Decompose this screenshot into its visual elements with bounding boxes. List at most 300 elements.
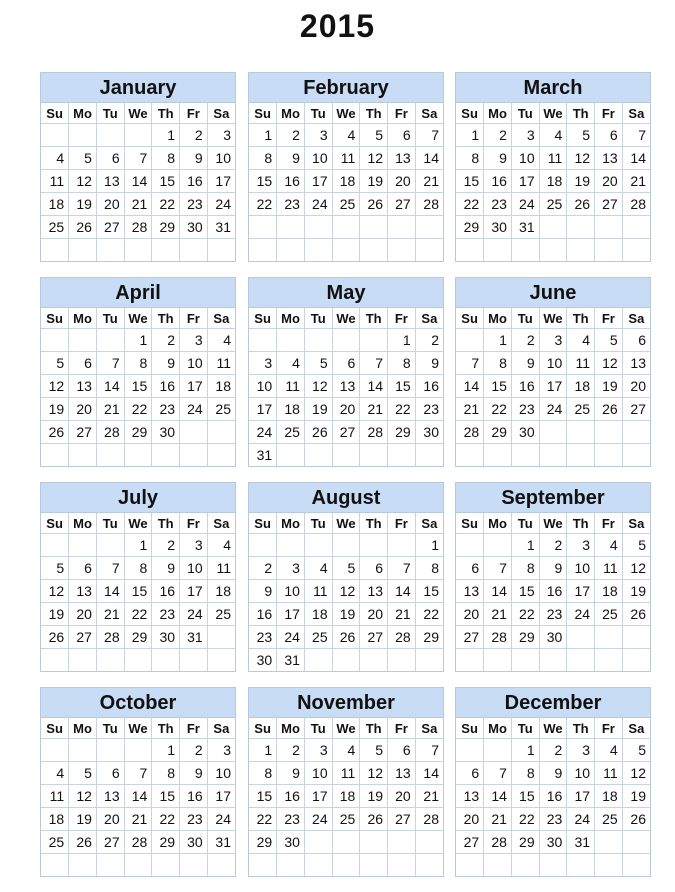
day-number: 17 xyxy=(215,173,231,189)
empty-cell xyxy=(511,444,539,467)
day-number: 17 xyxy=(215,788,231,804)
day-number: 17 xyxy=(256,401,273,417)
day-number: 30 xyxy=(519,424,535,440)
day-cell xyxy=(388,739,416,762)
month-calendar-january xyxy=(40,72,236,262)
empty-cell xyxy=(388,831,416,854)
weekday-label: Mo xyxy=(277,308,305,329)
day-number: 30 xyxy=(284,834,300,850)
day-number: 27 xyxy=(463,834,480,850)
day-cell xyxy=(511,626,539,649)
day-cell xyxy=(41,170,69,193)
day-cell xyxy=(539,831,567,854)
day-number: 22 xyxy=(131,606,148,622)
day-cell xyxy=(539,147,567,170)
day-cell xyxy=(595,147,623,170)
day-number: 9 xyxy=(554,765,563,781)
day-number: 24 xyxy=(574,811,591,827)
day-cell xyxy=(249,626,277,649)
day-number: 5 xyxy=(319,355,328,371)
day-cell xyxy=(69,421,97,444)
empty-cell xyxy=(539,649,567,672)
weekday-label: Su xyxy=(41,103,69,124)
day-cell xyxy=(511,124,539,147)
day-number: 19 xyxy=(76,811,92,827)
day-number: 9 xyxy=(167,560,176,576)
day-number: 16 xyxy=(187,173,203,189)
day-number: 6 xyxy=(84,560,92,576)
weekday-label: We xyxy=(539,103,567,124)
day-cell xyxy=(595,170,623,193)
empty-cell xyxy=(415,649,443,672)
day-number: 14 xyxy=(104,583,120,599)
day-cell xyxy=(180,216,208,239)
day-cell xyxy=(304,352,332,375)
day-number: 27 xyxy=(76,424,92,440)
empty-cell xyxy=(207,421,235,444)
empty-cell xyxy=(180,421,208,444)
day-number: 9 xyxy=(264,583,273,599)
month-title: March xyxy=(456,73,650,103)
day-cell xyxy=(388,124,416,147)
day-cell xyxy=(249,444,277,467)
day-number: 20 xyxy=(602,173,618,189)
day-cell xyxy=(388,329,416,352)
day-number: 3 xyxy=(194,332,203,348)
empty-cell xyxy=(69,444,97,467)
day-number: 1 xyxy=(167,127,176,143)
day-cell xyxy=(484,124,512,147)
day-cell xyxy=(69,762,97,785)
day-cell xyxy=(277,170,305,193)
empty-cell xyxy=(360,216,388,239)
day-number: 15 xyxy=(423,583,439,599)
empty-cell xyxy=(484,854,512,877)
day-cell xyxy=(360,785,388,808)
day-number: 18 xyxy=(312,606,328,622)
day-number: 4 xyxy=(223,332,231,348)
weekday-label: Tu xyxy=(304,718,332,739)
day-cell xyxy=(567,580,595,603)
day-cell xyxy=(249,762,277,785)
week-row xyxy=(456,444,650,467)
empty-cell xyxy=(96,854,124,877)
day-number: 3 xyxy=(526,127,535,143)
month-title: October xyxy=(41,688,235,718)
day-cell xyxy=(152,124,180,147)
empty-cell xyxy=(567,239,595,262)
day-cell xyxy=(360,603,388,626)
day-number: 25 xyxy=(339,811,356,827)
empty-cell xyxy=(180,854,208,877)
week-row xyxy=(41,649,235,672)
month-title: December xyxy=(456,688,650,718)
day-cell xyxy=(622,329,650,352)
weekday-label: Tu xyxy=(96,513,124,534)
day-number: 9 xyxy=(499,150,507,166)
day-cell xyxy=(180,352,208,375)
empty-cell xyxy=(41,329,69,352)
empty-cell xyxy=(304,854,332,877)
day-cell xyxy=(96,421,124,444)
year-title: 2015 xyxy=(299,8,376,44)
day-cell xyxy=(180,626,208,649)
day-cell xyxy=(484,352,512,375)
day-number: 7 xyxy=(111,560,120,576)
day-cell xyxy=(152,147,180,170)
empty-cell xyxy=(622,216,650,239)
day-cell xyxy=(304,580,332,603)
day-cell xyxy=(456,603,484,626)
day-cell xyxy=(124,170,152,193)
day-cell xyxy=(415,785,443,808)
empty-cell xyxy=(249,216,277,239)
day-number: 13 xyxy=(339,378,356,394)
day-cell xyxy=(152,785,180,808)
empty-cell xyxy=(41,739,69,762)
day-number: 6 xyxy=(402,742,411,758)
day-number: 14 xyxy=(423,150,439,166)
empty-cell xyxy=(360,239,388,262)
empty-cell xyxy=(41,239,69,262)
day-cell xyxy=(388,398,416,421)
empty-cell xyxy=(622,239,650,262)
day-cell xyxy=(207,329,235,352)
day-cell xyxy=(595,580,623,603)
empty-cell xyxy=(567,854,595,877)
day-number: 28 xyxy=(131,219,148,235)
empty-cell xyxy=(511,854,539,877)
day-number: 20 xyxy=(630,378,646,394)
day-cell xyxy=(511,785,539,808)
day-cell xyxy=(249,831,277,854)
day-cell xyxy=(124,785,152,808)
day-cell xyxy=(332,626,360,649)
weekday-label: We xyxy=(539,513,567,534)
day-number: 2 xyxy=(292,742,300,758)
day-number: 1 xyxy=(526,537,535,553)
day-number: 6 xyxy=(347,355,356,371)
week-row xyxy=(456,808,650,831)
day-number: 12 xyxy=(76,173,92,189)
day-cell xyxy=(304,147,332,170)
day-number: 29 xyxy=(131,629,148,645)
weekday-label: We xyxy=(332,103,360,124)
empty-cell xyxy=(332,239,360,262)
day-number: 12 xyxy=(630,560,646,576)
day-number: 19 xyxy=(630,583,646,599)
weekday-header-row xyxy=(456,513,650,534)
day-number: 7 xyxy=(431,742,439,758)
day-cell xyxy=(304,170,332,193)
day-number: 5 xyxy=(609,332,618,348)
week-row xyxy=(41,444,235,467)
day-number: 6 xyxy=(375,560,384,576)
empty-cell xyxy=(332,854,360,877)
day-cell xyxy=(304,124,332,147)
day-cell xyxy=(539,580,567,603)
day-number: 27 xyxy=(602,196,618,212)
day-cell xyxy=(304,739,332,762)
day-cell xyxy=(539,534,567,557)
day-cell xyxy=(388,785,416,808)
day-cell xyxy=(622,580,650,603)
day-cell xyxy=(622,785,650,808)
day-cell xyxy=(456,808,484,831)
day-cell xyxy=(539,124,567,147)
empty-cell xyxy=(180,649,208,672)
month-table xyxy=(249,513,443,671)
week-row xyxy=(456,329,650,352)
day-number: 5 xyxy=(347,560,356,576)
day-cell xyxy=(456,831,484,854)
day-cell xyxy=(152,557,180,580)
empty-cell xyxy=(360,649,388,672)
week-row xyxy=(249,421,443,444)
day-cell xyxy=(207,762,235,785)
day-cell xyxy=(180,170,208,193)
day-number: 10 xyxy=(312,765,328,781)
day-cell xyxy=(539,193,567,216)
day-number: 6 xyxy=(111,765,120,781)
day-cell xyxy=(622,603,650,626)
day-number: 26 xyxy=(602,401,618,417)
weekday-label: Mo xyxy=(484,718,512,739)
weekday-header-row xyxy=(41,513,235,534)
empty-cell xyxy=(622,831,650,854)
weekday-label: Th xyxy=(152,103,180,124)
day-cell xyxy=(511,557,539,580)
day-cell xyxy=(277,375,305,398)
week-row xyxy=(456,854,650,877)
day-number: 21 xyxy=(131,811,148,827)
day-cell xyxy=(332,557,360,580)
day-cell xyxy=(415,421,443,444)
day-cell xyxy=(69,170,97,193)
day-number: 20 xyxy=(395,173,411,189)
empty-cell xyxy=(415,854,443,877)
day-cell xyxy=(539,329,567,352)
day-cell xyxy=(152,762,180,785)
weekday-label: We xyxy=(124,718,152,739)
weekday-label: Th xyxy=(360,103,388,124)
month-title: November xyxy=(249,688,443,718)
day-number: 27 xyxy=(395,196,411,212)
weekday-header-row xyxy=(41,718,235,739)
week-row xyxy=(41,398,235,421)
day-number: 3 xyxy=(582,537,591,553)
day-number: 29 xyxy=(159,834,176,850)
day-number: 6 xyxy=(638,332,646,348)
day-number: 1 xyxy=(139,332,148,348)
week-row xyxy=(249,739,443,762)
day-number: 4 xyxy=(609,537,618,553)
empty-cell xyxy=(511,239,539,262)
week-row xyxy=(249,808,443,831)
day-number: 26 xyxy=(76,834,92,850)
day-number: 10 xyxy=(215,765,231,781)
day-cell xyxy=(124,147,152,170)
day-number: 20 xyxy=(463,606,480,622)
empty-cell xyxy=(304,216,332,239)
empty-cell xyxy=(277,216,305,239)
day-number: 30 xyxy=(491,219,507,235)
day-cell xyxy=(96,808,124,831)
day-cell xyxy=(456,193,484,216)
day-number: 12 xyxy=(630,765,646,781)
month-calendar-april xyxy=(40,277,236,467)
weekday-label: We xyxy=(332,513,360,534)
empty-cell xyxy=(539,239,567,262)
empty-cell xyxy=(388,239,416,262)
day-number: 19 xyxy=(48,401,65,417)
weekday-label: Mo xyxy=(277,513,305,534)
day-cell xyxy=(622,534,650,557)
day-number: 12 xyxy=(367,150,384,166)
day-number: 18 xyxy=(284,401,300,417)
empty-cell xyxy=(207,626,235,649)
weekday-label: Tu xyxy=(304,513,332,534)
day-number: 18 xyxy=(48,196,65,212)
empty-cell xyxy=(304,329,332,352)
day-number: 26 xyxy=(574,196,591,212)
day-cell xyxy=(484,398,512,421)
day-cell xyxy=(567,398,595,421)
day-number: 15 xyxy=(256,788,273,804)
weekday-label: Fr xyxy=(388,308,416,329)
empty-cell xyxy=(152,854,180,877)
empty-cell xyxy=(152,649,180,672)
weekday-label: Fr xyxy=(595,103,623,124)
day-number: 6 xyxy=(84,355,92,371)
day-cell xyxy=(277,147,305,170)
day-cell xyxy=(152,375,180,398)
day-number: 9 xyxy=(167,355,176,371)
empty-cell xyxy=(249,329,277,352)
day-number: 30 xyxy=(546,629,563,645)
empty-cell xyxy=(622,649,650,672)
day-number: 1 xyxy=(139,537,148,553)
day-number: 1 xyxy=(431,537,439,553)
day-number: 3 xyxy=(554,332,563,348)
week-row xyxy=(249,557,443,580)
empty-cell xyxy=(304,831,332,854)
empty-cell xyxy=(388,444,416,467)
day-cell xyxy=(539,375,567,398)
empty-cell xyxy=(277,444,305,467)
empty-cell xyxy=(595,444,623,467)
day-cell xyxy=(332,785,360,808)
day-number: 8 xyxy=(264,150,273,166)
weekday-label: We xyxy=(332,308,360,329)
week-row xyxy=(249,398,443,421)
weekday-label: Sa xyxy=(415,103,443,124)
day-number: 18 xyxy=(602,788,618,804)
empty-cell xyxy=(595,831,623,854)
day-cell xyxy=(595,808,623,831)
weekday-label: Th xyxy=(567,513,595,534)
day-cell xyxy=(360,808,388,831)
day-cell xyxy=(511,421,539,444)
day-number: 16 xyxy=(519,378,535,394)
day-number: 5 xyxy=(84,765,92,781)
weekday-label: Su xyxy=(41,513,69,534)
empty-cell xyxy=(567,421,595,444)
empty-cell xyxy=(180,444,208,467)
week-row xyxy=(41,534,235,557)
day-cell xyxy=(69,398,97,421)
day-number: 26 xyxy=(367,196,384,212)
weekday-label: Sa xyxy=(207,308,235,329)
day-cell xyxy=(388,557,416,580)
day-number: 22 xyxy=(519,811,535,827)
day-cell xyxy=(456,762,484,785)
day-number: 7 xyxy=(638,127,646,143)
day-number: 31 xyxy=(574,834,591,850)
day-cell xyxy=(539,626,567,649)
empty-cell xyxy=(415,216,443,239)
day-number: 31 xyxy=(519,219,535,235)
weekday-label: Su xyxy=(249,718,277,739)
day-number: 25 xyxy=(339,196,356,212)
day-number: 25 xyxy=(215,606,231,622)
day-number: 2 xyxy=(292,127,300,143)
day-number: 30 xyxy=(423,424,439,440)
day-number: 6 xyxy=(402,127,411,143)
empty-cell xyxy=(360,534,388,557)
day-cell xyxy=(595,603,623,626)
week-row xyxy=(249,603,443,626)
day-cell xyxy=(69,831,97,854)
day-cell xyxy=(332,580,360,603)
empty-cell xyxy=(484,444,512,467)
day-cell xyxy=(415,557,443,580)
weekday-header-row xyxy=(249,718,443,739)
day-cell xyxy=(415,375,443,398)
empty-cell xyxy=(249,854,277,877)
day-number: 21 xyxy=(491,811,507,827)
day-number: 9 xyxy=(194,765,203,781)
day-number: 22 xyxy=(519,606,535,622)
day-cell xyxy=(249,785,277,808)
day-cell xyxy=(207,808,235,831)
weekday-label: Sa xyxy=(622,718,650,739)
weekday-label: Fr xyxy=(388,103,416,124)
day-cell xyxy=(360,557,388,580)
day-number: 19 xyxy=(339,606,356,622)
day-cell xyxy=(484,603,512,626)
empty-cell xyxy=(41,854,69,877)
day-cell xyxy=(456,147,484,170)
day-cell xyxy=(277,421,305,444)
day-number: 23 xyxy=(187,811,203,827)
day-cell xyxy=(180,739,208,762)
day-number: 13 xyxy=(630,355,646,371)
day-number: 21 xyxy=(367,401,384,417)
day-cell xyxy=(41,421,69,444)
day-number: 13 xyxy=(104,788,120,804)
week-row xyxy=(249,831,443,854)
day-cell xyxy=(622,762,650,785)
day-number: 14 xyxy=(395,583,411,599)
day-number: 7 xyxy=(375,355,384,371)
day-cell xyxy=(622,398,650,421)
day-number: 27 xyxy=(339,424,356,440)
day-number: 10 xyxy=(256,378,273,394)
day-cell xyxy=(304,762,332,785)
weekday-label: Su xyxy=(456,718,484,739)
day-cell xyxy=(511,762,539,785)
